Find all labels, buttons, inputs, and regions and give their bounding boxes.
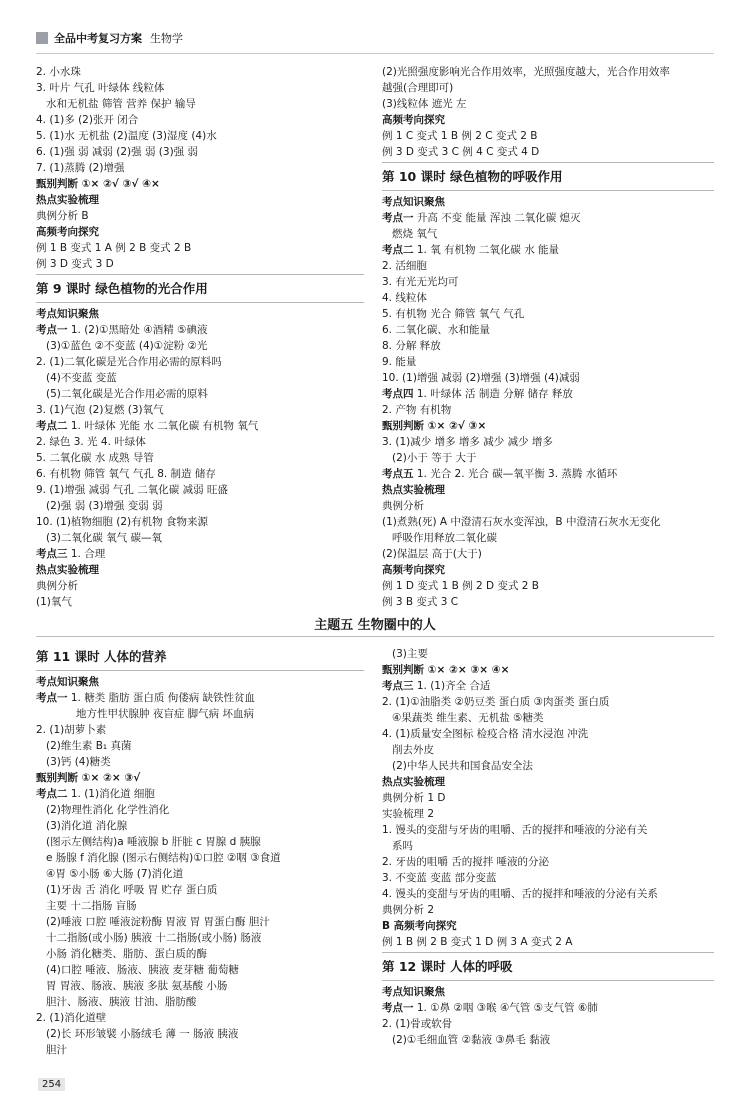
- answer-line: 8. 分解 释放: [382, 340, 441, 352]
- answer-line: 5. (1)水 无机盐 (2)温度 (3)湿度 (4)水: [36, 130, 217, 142]
- chapter-underline: [36, 670, 364, 671]
- answer-line: 3. 叶片 气孔 叶绿体 线粒体: [36, 82, 165, 94]
- answer-line: 典例分析 B: [36, 210, 89, 222]
- answer-line: 例 1 D 变式 1 B 例 2 D 变式 2 B: [382, 580, 540, 592]
- answer-line: 2. 绿色 3. 光 4. 叶绿体: [36, 436, 146, 448]
- answer-line: 2. (1)①油脂类 ②奶豆类 蛋白质 ③肉蛋类 蛋白质: [382, 696, 610, 708]
- answer-line: 高频考向探究: [36, 226, 99, 238]
- answer-line: 例 1 B 变式 1 A 例 2 B 变式 2 B: [36, 242, 192, 254]
- answer-line: 呼吸作用释放二氧化碳: [392, 532, 497, 544]
- answer-line: 例 1 B 例 2 B 变式 1 D 例 3 A 变式 2 A: [382, 936, 573, 948]
- answer-line: 越强(合理即可): [382, 82, 454, 94]
- answer-line: 4. (1)质量安全图标 检疫合格 清水浸泡 冲洗: [382, 728, 589, 740]
- answer-line: 4. 馒头的变甜与牙齿的咀嚼、舌的搅拌和唾液的分泌有关系: [382, 888, 658, 900]
- answer-line: 实验梳理 2: [382, 808, 435, 820]
- answer-line: 例 3 D 变式 3 D: [36, 258, 114, 270]
- answer-line: 热点实验梳理: [382, 776, 445, 788]
- answer-line: (1)煮熟(死) A 中澄清石灰水变浑浊，B 中澄清石灰水无变化: [382, 516, 661, 528]
- answer-line: (3)二氧化碳 氧气 碳—氧: [46, 532, 163, 544]
- answer-line: 2. 牙齿的咀嚼 舌的搅拌 唾液的分泌: [382, 856, 550, 868]
- answer-line: 典例分析 2: [382, 904, 435, 916]
- answer-line: (2)维生素 B₁ 真菌: [46, 740, 132, 752]
- answer-line: 3. 不变蓝 变蓝 部分变蓝: [382, 872, 497, 884]
- chapter-underline: [382, 190, 714, 191]
- answer-line: 甄别判断 ①× ②√ ③×: [382, 420, 487, 432]
- page-number: 254: [38, 1078, 65, 1091]
- answer-line: (3)①蓝色 ②不变蓝 (4)①淀粉 ②光: [46, 340, 208, 352]
- answer-line: 2. (1)二氧化碳是光合作用必需的原料吗: [36, 356, 222, 368]
- chapter-10-title: 第 10 课时 绿色植物的呼吸作用: [382, 169, 563, 184]
- answer-line: 水和无机盐 筛管 营养 保护 输导: [46, 98, 196, 110]
- answer-line: 燃烧 氧气: [392, 228, 438, 240]
- header-marker: [36, 32, 48, 44]
- answer-line: 3. 有光无光均可: [382, 276, 459, 288]
- answer-line: (4)不变蓝 变蓝: [46, 372, 117, 384]
- answer-line: 10. (1)增强 减弱 (2)增强 (3)增强 (4)减弱: [382, 372, 580, 384]
- answer-line: e 肠腺 f 消化腺 (图示右侧结构)①口腔 ②咽 ③食道: [46, 852, 281, 864]
- answer-list-chapter-10: [382, 194, 714, 610]
- answer-line: (2)保温层 高于(大于): [382, 548, 482, 560]
- section-divider: [36, 274, 364, 275]
- answer-line: 例 3 D 变式 3 C 例 4 C 变式 4 D: [382, 146, 540, 158]
- section-divider: [382, 952, 714, 953]
- chapter-underline: [36, 302, 364, 303]
- answer-line: 10. (1)植物细胞 (2)有机物 食物来源: [36, 516, 208, 528]
- answer-line: B 高频考向探究: [382, 920, 457, 932]
- answer-line: 典例分析: [36, 580, 78, 592]
- answer-line: 考点三 1. (1)齐全 合适: [382, 680, 491, 692]
- answer-line: (3)消化道 消化腺: [46, 820, 128, 832]
- answer-line: 6. (1)强 弱 减弱 (2)强 弱 (3)强 弱: [36, 146, 199, 158]
- answer-line: ④胃 ⑤小肠 ⑥大肠 (7)消化道: [46, 868, 184, 880]
- answer-line: 高频考向探究: [382, 564, 445, 576]
- answer-line: 6. 有机物 筛管 氧气 气孔 8. 制造 储存: [36, 468, 216, 480]
- answer-line: 考点二 1. 叶绿体 光能 水 二氧化碳 有机物 氧气: [36, 420, 259, 432]
- answer-list-nutrition-cont: [382, 646, 714, 950]
- answer-line: 热点实验梳理: [382, 484, 445, 496]
- answer-line: 胆汁: [46, 1044, 67, 1056]
- answer-line: (3)线粒体 遮光 左: [382, 98, 467, 110]
- answer-line: 考点知识聚焦: [382, 196, 445, 208]
- answer-line: 考点四 1. 叶绿体 活 制造 分解 储存 释放: [382, 388, 573, 400]
- answer-line: (2)光照强度影响光合作用效率，光照强度越大，光合作用效率: [382, 66, 670, 78]
- answer-list-photosynthesis-cont: [382, 64, 714, 160]
- answer-line: 2. (1)消化道壁: [36, 1012, 107, 1024]
- answer-line: 3. (1)气泡 (2)复燃 (3)氧气: [36, 404, 164, 416]
- answer-line: (1)氧气: [36, 596, 72, 608]
- answer-line: 2. (1)骨或软骨: [382, 1018, 453, 1030]
- answer-line: 考点一 1. ①鼻 ②咽 ③喉 ④气管 ⑤支气管 ⑥肺: [382, 1002, 598, 1014]
- answer-line: (2)长 环形皱襞 小肠绒毛 薄 一 肠液 胰液: [46, 1028, 239, 1040]
- answer-line: 胆汁、肠液、胰液 甘油、脂肪酸: [46, 996, 197, 1008]
- answer-line: 4. (1)多 (2)张开 闭合: [36, 114, 139, 126]
- answer-line: 9. 能量: [382, 356, 417, 368]
- answer-list-transpiration: [36, 64, 364, 272]
- answer-line: 甄别判断 ①× ②√ ③√ ④×: [36, 178, 160, 190]
- answer-line: 甄别判断 ①× ②× ③√: [36, 772, 141, 784]
- answer-list-chapter-12: [382, 984, 714, 1048]
- answer-line: 考点知识聚焦: [382, 986, 445, 998]
- answer-line: 主要 十二指肠 盲肠: [46, 900, 137, 912]
- answer-line: (3)主要: [392, 648, 428, 660]
- right-column-top: [382, 64, 714, 610]
- chapter-9-title: 第 9 课时 绿色植物的光合作用: [36, 281, 208, 296]
- answer-line: (图示左侧结构)a 唾液腺 b 肝脏 c 胃腺 d 胰腺: [46, 836, 261, 848]
- answer-line: 9. (1)增强 减弱 气孔 二氧化碳 减弱 旺盛: [36, 484, 228, 496]
- answer-line: 2. (1)胡萝卜素: [36, 724, 107, 736]
- answer-line: 考点三 1. 合理: [36, 548, 106, 560]
- answer-line: 典例分析 1 D: [382, 792, 446, 804]
- left-column-top: [36, 64, 364, 610]
- answer-line: 考点一 升高 不变 能量 浑浊 二氧化碳 熄灭: [382, 212, 581, 224]
- answer-line: 3. (1)减少 增多 增多 减少 减少 增多: [382, 436, 553, 448]
- answer-line: 小肠 消化糖类、脂肪、蛋白质的酶: [46, 948, 207, 960]
- answer-line: 热点实验梳理: [36, 194, 99, 206]
- answer-line: 考点二 1. (1)消化道 细胞: [36, 788, 155, 800]
- answer-line: (5)二氧化碳是光合作用必需的原料: [46, 388, 208, 400]
- answer-list-chapter-11: [36, 674, 364, 1058]
- answer-line: 2. 产物 有机物: [382, 404, 452, 416]
- answer-line: (2)强 弱 (3)增强 变弱 弱: [46, 500, 163, 512]
- answer-line: 十二指肠(或小肠) 胰液 十二指肠(或小肠) 肠液: [46, 932, 262, 944]
- answer-line: 考点知识聚焦: [36, 308, 99, 320]
- book-title: 全品中考复习方案: [54, 32, 142, 45]
- answer-line: 5. 有机物 光合 筛管 氧气 气孔: [382, 308, 525, 320]
- answer-line: 考点二 1. 氧 有机物 二氧化碳 水 能量: [382, 244, 560, 256]
- chapter-12-title: 第 12 课时 人体的呼吸: [382, 959, 513, 974]
- answer-line: 系吗: [392, 840, 413, 852]
- answer-line: (2)唾液 口腔 唾液淀粉酶 胃液 胃 胃蛋白酶 胆汁: [46, 916, 270, 928]
- chapter-11-title: 第 11 课时 人体的营养: [36, 649, 167, 664]
- answer-line: 2. 活细胞: [382, 260, 427, 272]
- answer-line: (2)①毛细血管 ②黏液 ③鼻毛 黏液: [392, 1034, 551, 1046]
- answer-line: 胃 胃液、肠液、胰液 多肽 氨基酸 小肠: [46, 980, 228, 992]
- answer-line: 例 3 B 变式 3 C: [382, 596, 459, 608]
- section-divider: [382, 162, 714, 163]
- answer-line: 考点知识聚焦: [36, 676, 99, 688]
- answer-line: 削去外皮: [392, 744, 434, 756]
- answer-line: 考点一 1. (2)①黑暗处 ④酒精 ⑤碘液: [36, 324, 208, 336]
- answer-line: 高频考向探究: [382, 114, 445, 126]
- theme-heading: 主题五 生物圈中的人: [36, 615, 714, 637]
- answer-line: (1)牙齿 舌 消化 呼吸 胃 贮存 蛋白质: [46, 884, 218, 896]
- answer-list-chapter-9: [36, 306, 364, 610]
- answer-line: 1. 馒头的变甜与牙齿的咀嚼、舌的搅拌和唾液的分泌有关: [382, 824, 648, 836]
- left-column-bottom: [36, 646, 364, 1058]
- answer-line: (2)物理性消化 化学性消化: [46, 804, 170, 816]
- answer-line: (2)中华人民共和国食品安全法: [392, 760, 533, 772]
- answer-line: ④果蔬类 维生素、无机盐 ⑤糖类: [392, 712, 544, 724]
- answer-line: (4)口腔 唾液、肠液、胰液 麦芽糖 葡萄糖: [46, 964, 239, 976]
- answer-line: 典例分析: [382, 500, 424, 512]
- answer-line: 考点五 1. 光合 2. 光合 碳—氧平衡 3. 蒸腾 水循环: [382, 468, 618, 480]
- header-divider: [36, 53, 714, 54]
- answer-line: 甄别判断 ①× ②× ③× ④×: [382, 664, 510, 676]
- answer-line: 例 1 C 变式 1 B 例 2 C 变式 2 B: [382, 130, 538, 142]
- answer-line: 4. 线粒体: [382, 292, 427, 304]
- right-column-bottom: [382, 646, 714, 1048]
- chapter-underline: [382, 980, 714, 981]
- answer-line: (2)小于 等于 大于: [392, 452, 477, 464]
- answer-line: (3)钙 (4)糖类: [46, 756, 111, 768]
- answer-line: 热点实验梳理: [36, 564, 99, 576]
- answer-line: 2. 小水珠: [36, 66, 81, 78]
- answer-line: 7. (1)蒸腾 (2)增强: [36, 162, 125, 174]
- subject-label: 生物学: [150, 32, 183, 45]
- answer-line: 考点一 1. 糖类 脂肪 蛋白质 佝偻病 缺铁性贫血: [36, 692, 256, 704]
- answer-line: 6. 二氧化碳、水和能量: [382, 324, 490, 336]
- answer-line: 地方性甲状腺肿 夜盲症 脚气病 坏血病: [76, 708, 255, 720]
- answer-line: 5. 二氧化碳 水 成熟 导管: [36, 452, 154, 464]
- running-header: [36, 28, 183, 48]
